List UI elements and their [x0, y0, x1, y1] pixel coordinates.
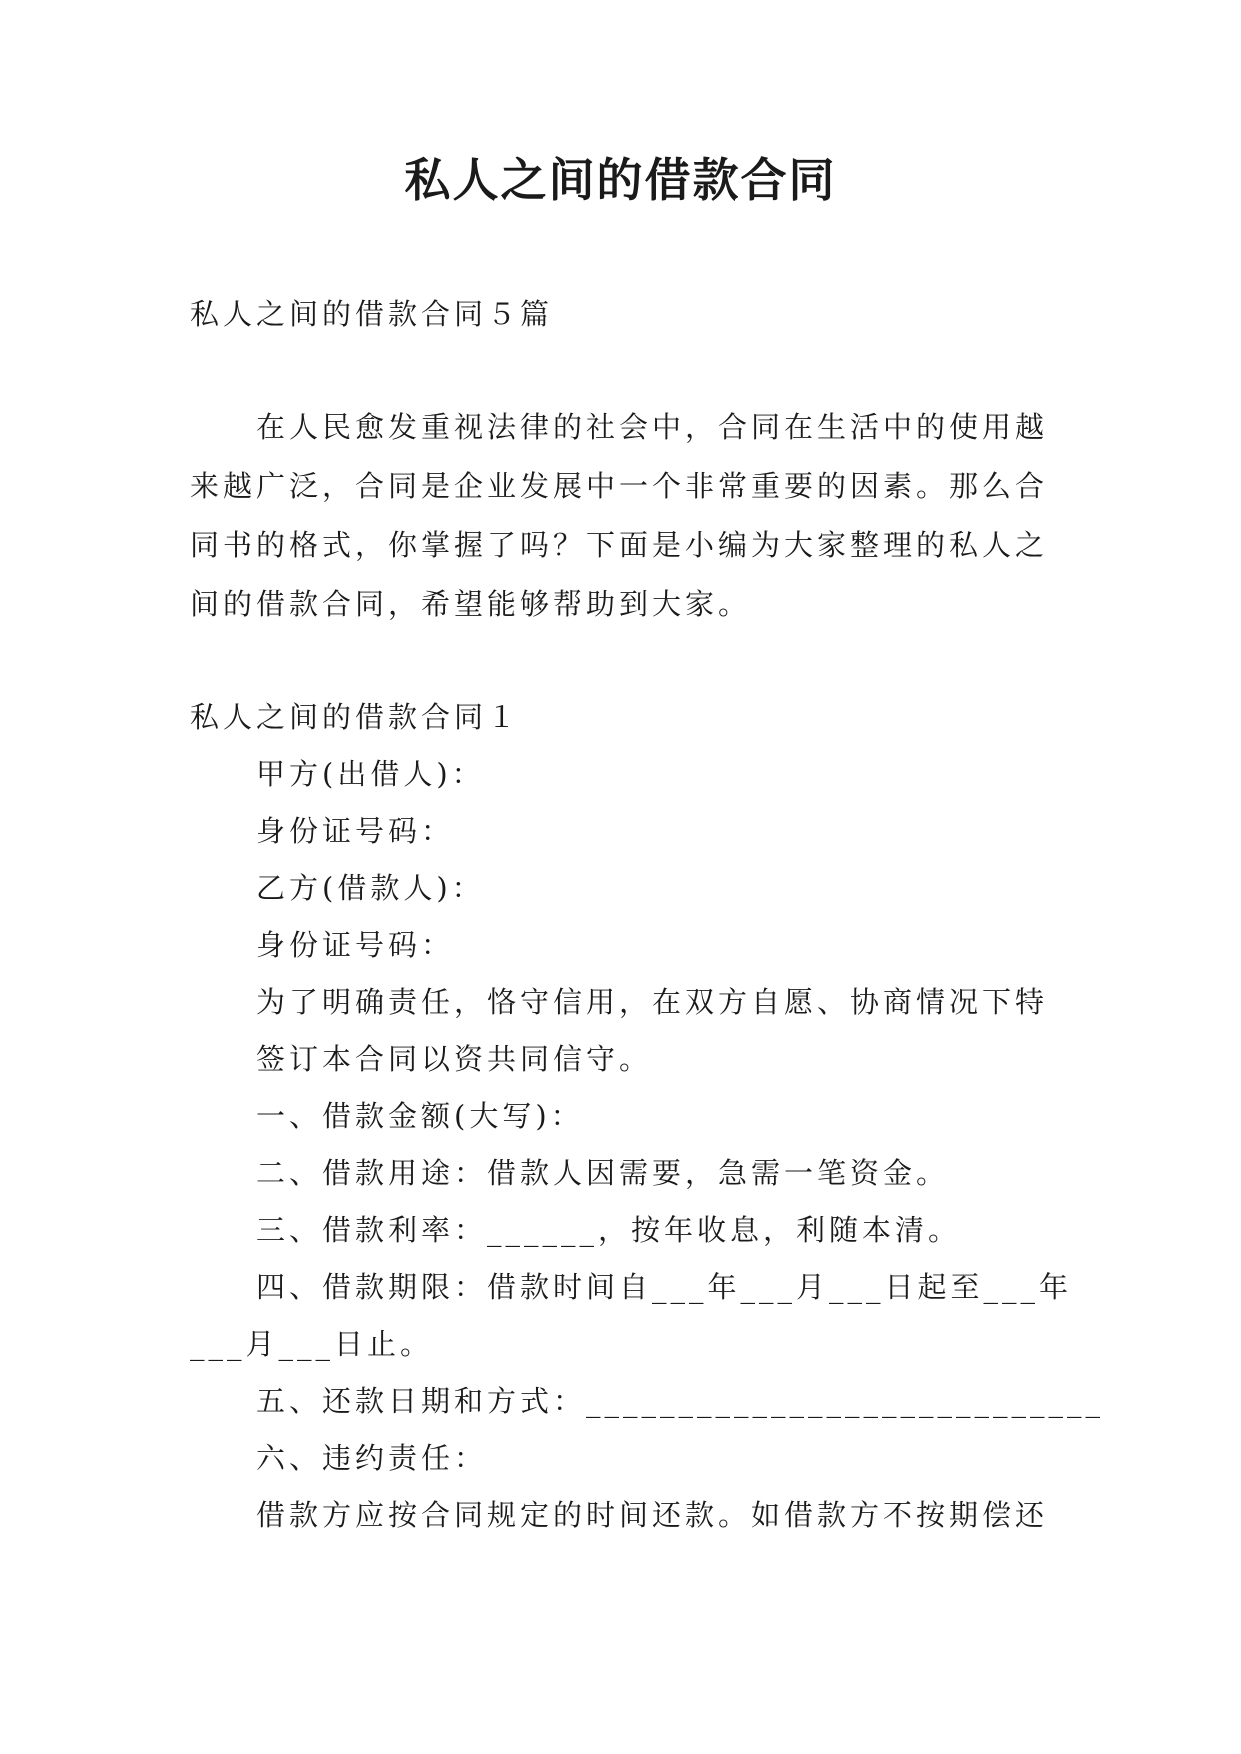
- clause-6-text-line-1: 借款方应按合同规定的时间还款。如借款方不按期偿还: [256, 1498, 1049, 1532]
- clause-4-term-line-2: ___月___日止。: [190, 1327, 434, 1361]
- document-subtitle: 私人之间的借款合同５篇: [190, 297, 554, 331]
- clause-3-rate: 三、借款利率：______，按年收息，利随本清。: [256, 1213, 962, 1247]
- clause-5-repayment: 五、还款日期和方式：____________________________: [256, 1384, 1105, 1418]
- intro-line-1: 在人民愈发重视法律的社会中，合同在生活中的使用越: [256, 410, 1049, 444]
- intro-line-3: 同书的格式，你掌握了吗？下面是小编为大家整理的私人之: [190, 528, 1049, 562]
- party-b-id-label: 身份证号码：: [256, 928, 455, 962]
- document-title: 私人之间的借款合同: [404, 153, 837, 207]
- clause-2-purpose: 二、借款用途：借款人因需要，急需一笔资金。: [256, 1156, 950, 1190]
- party-a-label: 甲方(出借人)：: [256, 757, 485, 791]
- preamble-line-1: 为了明确责任，恪守信用，在双方自愿、协商情况下特: [256, 985, 1049, 1019]
- preamble-line-2: 签订本合同以资共同信守。: [256, 1042, 653, 1076]
- clause-4-term-line-1: 四、借款期限：借款时间自___年___月___日起至___年: [256, 1270, 1073, 1304]
- section-heading: 私人之间的借款合同１: [190, 700, 521, 734]
- clause-6-liability: 六、违约责任：: [256, 1441, 488, 1475]
- party-b-label: 乙方(借款人)：: [256, 871, 485, 905]
- intro-line-4: 间的借款合同，希望能够帮助到大家。: [190, 587, 752, 621]
- party-a-id-label: 身份证号码：: [256, 814, 455, 848]
- clause-1-amount: 一、借款金额(大写)：: [256, 1099, 584, 1133]
- intro-line-2: 来越广泛，合同是企业发展中一个非常重要的因素。那么合: [190, 469, 1049, 503]
